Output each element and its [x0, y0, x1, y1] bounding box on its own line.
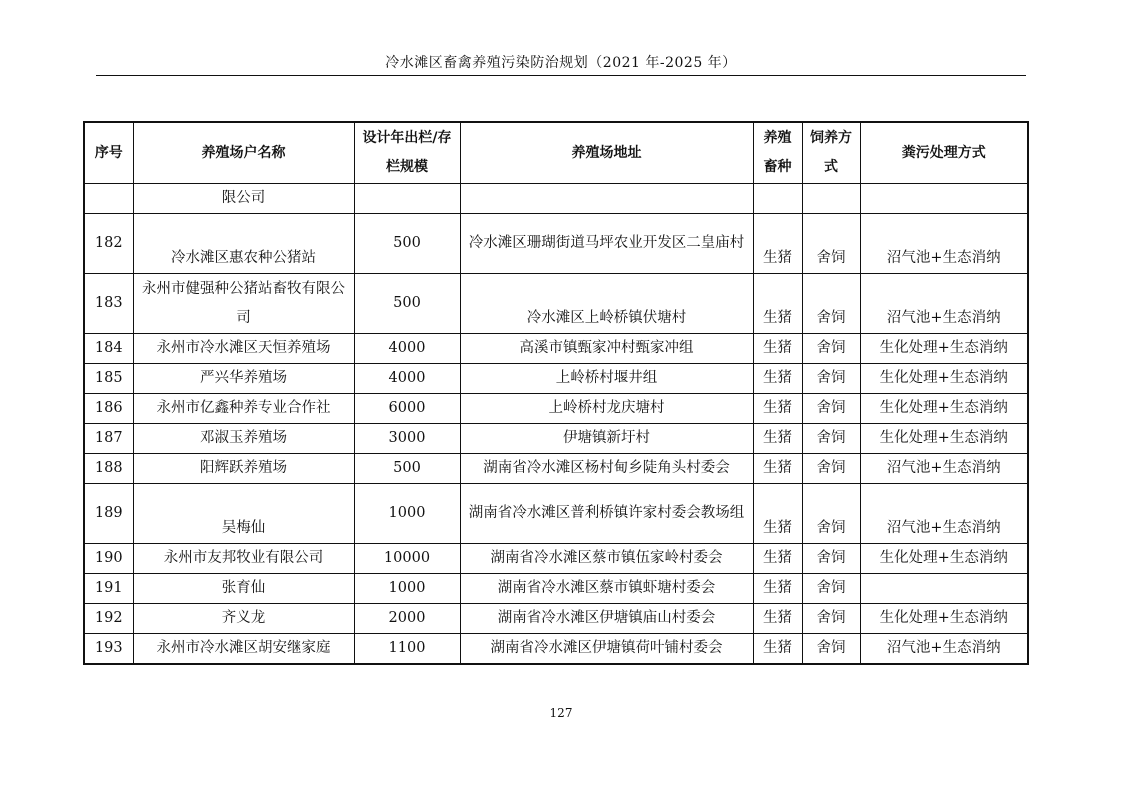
table-row [84, 214, 1028, 274]
header-divider [96, 75, 1026, 76]
cell-name: 永州市冷水滩区天恒养殖场 [133, 334, 354, 364]
cell-treatment: 生化处理+生态消纳 [860, 424, 1028, 454]
cell-treatment: 沼气池+生态消纳 [860, 484, 1028, 544]
cell-name: 冷水滩区惠农种公猪站 [133, 214, 354, 274]
cell-species: 生猪 [753, 604, 802, 634]
cell-name: 齐义龙 [133, 604, 354, 634]
cell-index: 184 [84, 334, 133, 364]
cell-treatment: 沼气池+生态消纳 [860, 274, 1028, 334]
table-row [84, 424, 1028, 454]
cell-feeding [802, 184, 860, 214]
cell-index: 186 [84, 394, 133, 424]
cell-feeding: 舍饲 [802, 214, 860, 274]
cell-treatment: 生化处理+生态消纳 [860, 394, 1028, 424]
cell-index: 192 [84, 604, 133, 634]
cell-scale: 500 [354, 214, 460, 274]
cell-feeding: 舍饲 [802, 364, 860, 394]
cell-species: 生猪 [753, 544, 802, 574]
cell-scale: 1000 [354, 574, 460, 604]
cell-feeding: 舍饲 [802, 544, 860, 574]
cell-species: 生猪 [753, 424, 802, 454]
cell-name: 阳辉跃养殖场 [133, 454, 354, 484]
cell-index: 191 [84, 574, 133, 604]
table-row [84, 604, 1028, 634]
cell-feeding: 舍饲 [802, 604, 860, 634]
cell-name: 限公司 [133, 184, 354, 214]
cell-treatment: 沼气池+生态消纳 [860, 214, 1028, 274]
cell-species: 生猪 [753, 394, 802, 424]
table-row [84, 574, 1028, 604]
table-row [84, 364, 1028, 394]
cell-treatment: 沼气池+生态消纳 [860, 454, 1028, 484]
cell-name: 邓淑玉养殖场 [133, 424, 354, 454]
col-header-index: 序号 [84, 122, 133, 184]
cell-treatment: 生化处理+生态消纳 [860, 604, 1028, 634]
cell-name: 严兴华养殖场 [133, 364, 354, 394]
cell-name: 永州市冷水滩区胡安继家庭 [133, 634, 354, 665]
cell-address: 湖南省冷水滩区杨村甸乡陡角头村委会 [460, 454, 753, 484]
cell-treatment: 沼气池+生态消纳 [860, 634, 1028, 665]
cell-feeding: 舍饲 [802, 454, 860, 484]
cell-index [84, 184, 133, 214]
table-row [84, 484, 1028, 544]
cell-name: 吴梅仙 [133, 484, 354, 544]
col-header-feeding: 饲养方式 [802, 122, 860, 184]
cell-feeding: 舍饲 [802, 484, 860, 544]
cell-address: 冷水滩区珊瑚街道马坪农业开发区二皇庙村 [460, 214, 753, 274]
cell-scale: 1100 [354, 634, 460, 665]
cell-species [753, 184, 802, 214]
cell-name: 永州市健强种公猪站畜牧有限公司 [133, 274, 354, 334]
table-row [84, 634, 1028, 665]
cell-name: 永州市亿鑫种养专业合作社 [133, 394, 354, 424]
cell-address: 湖南省冷水滩区伊塘镇荷叶铺村委会 [460, 634, 753, 665]
cell-name: 张育仙 [133, 574, 354, 604]
cell-scale: 10000 [354, 544, 460, 574]
cell-feeding: 舍饲 [802, 634, 860, 665]
cell-index: 185 [84, 364, 133, 394]
cell-scale: 6000 [354, 394, 460, 424]
col-header-address: 养殖场地址 [460, 122, 753, 184]
cell-species: 生猪 [753, 334, 802, 364]
cell-scale [354, 184, 460, 214]
cell-name: 永州市友邦牧业有限公司 [133, 544, 354, 574]
cell-index: 182 [84, 214, 133, 274]
cell-feeding: 舍饲 [802, 274, 860, 334]
table-row [84, 394, 1028, 424]
cell-index: 189 [84, 484, 133, 544]
cell-address: 上岭桥村龙庆塘村 [460, 394, 753, 424]
table-row [84, 274, 1028, 334]
table-row [84, 454, 1028, 484]
cell-treatment: 生化处理+生态消纳 [860, 544, 1028, 574]
cell-index: 188 [84, 454, 133, 484]
cell-address: 伊塘镇新圩村 [460, 424, 753, 454]
cell-feeding: 舍饲 [802, 574, 860, 604]
page-header-title: 冷水滩区畜禽养殖污染防治规划（2021 年-2025 年） [385, 55, 737, 71]
cell-species: 生猪 [753, 274, 802, 334]
table-row [84, 334, 1028, 364]
col-header-name: 养殖场户名称 [133, 122, 354, 184]
cell-scale: 3000 [354, 424, 460, 454]
cell-scale: 1000 [354, 484, 460, 544]
cell-address: 湖南省冷水滩区普利桥镇许家村委会教场组 [460, 484, 753, 544]
cell-address: 湖南省冷水滩区蔡市镇伍家岭村委会 [460, 544, 753, 574]
cell-scale: 4000 [354, 334, 460, 364]
cell-address: 湖南省冷水滩区伊塘镇庙山村委会 [460, 604, 753, 634]
cell-species: 生猪 [753, 454, 802, 484]
cell-scale: 500 [354, 274, 460, 334]
cell-index: 187 [84, 424, 133, 454]
cell-species: 生猪 [753, 574, 802, 604]
col-header-species: 养殖畜种 [753, 122, 802, 184]
cell-species: 生猪 [753, 484, 802, 544]
cell-address: 湖南省冷水滩区蔡市镇虾塘村委会 [460, 574, 753, 604]
table-header-row [84, 122, 1028, 184]
col-header-scale: 设计年出栏/存栏规模 [354, 122, 460, 184]
cell-index: 193 [84, 634, 133, 665]
cell-scale: 2000 [354, 604, 460, 634]
page-number: 127 [549, 706, 573, 720]
table-row [84, 544, 1028, 574]
cell-scale: 500 [354, 454, 460, 484]
cell-scale: 4000 [354, 364, 460, 394]
cell-address: 高溪市镇甄家冲村甄家冲组 [460, 334, 753, 364]
cell-index: 190 [84, 544, 133, 574]
cell-species: 生猪 [753, 364, 802, 394]
table-row [84, 184, 1028, 214]
cell-address [460, 184, 753, 214]
livestock-farm-table [83, 121, 1029, 665]
cell-address: 上岭桥村堰井组 [460, 364, 753, 394]
col-header-treatment: 粪污处理方式 [860, 122, 1028, 184]
cell-feeding: 舍饲 [802, 334, 860, 364]
cell-treatment [860, 184, 1028, 214]
cell-treatment: 生化处理+生态消纳 [860, 364, 1028, 394]
cell-treatment: 生化处理+生态消纳 [860, 334, 1028, 364]
cell-treatment [860, 574, 1028, 604]
cell-address: 冷水滩区上岭桥镇伏塘村 [460, 274, 753, 334]
cell-feeding: 舍饲 [802, 424, 860, 454]
cell-species: 生猪 [753, 634, 802, 665]
cell-feeding: 舍饲 [802, 394, 860, 424]
cell-species: 生猪 [753, 214, 802, 274]
cell-index: 183 [84, 274, 133, 334]
